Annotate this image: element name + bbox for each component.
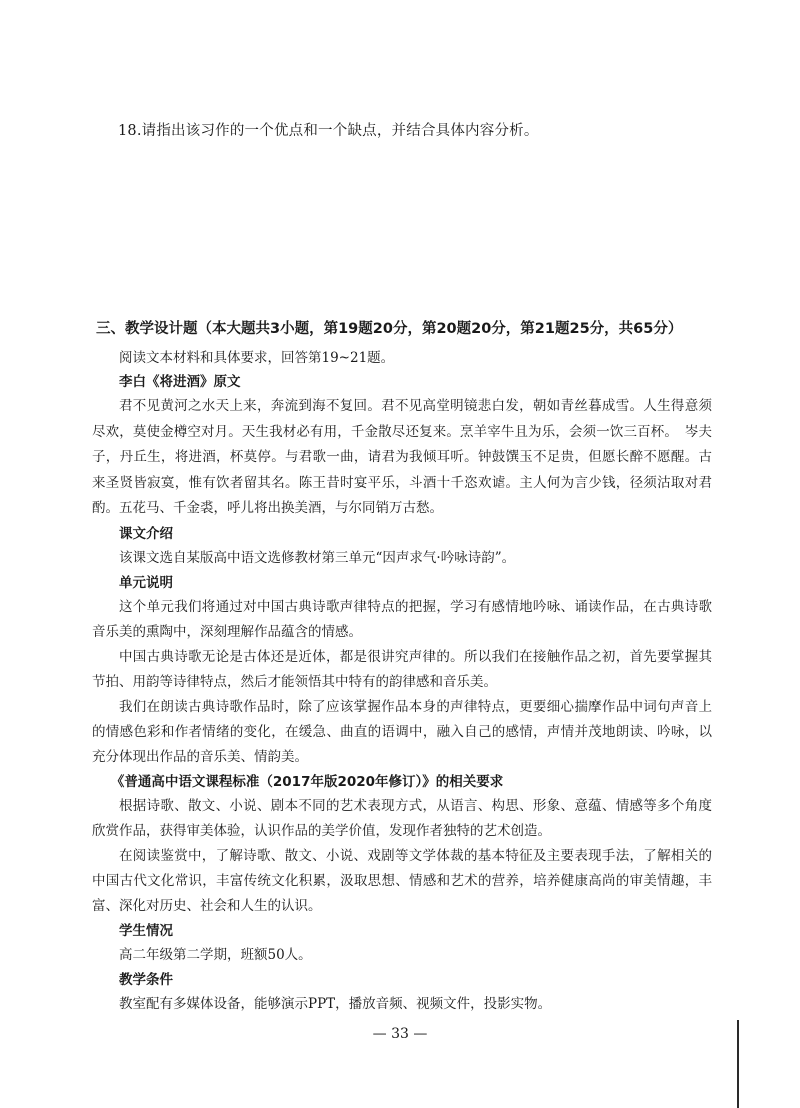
student-info-heading: 学生情况 — [119, 922, 173, 939]
unit-description-paragraph: 这个单元我们将通过对中国古典诗歌声律特点的把握，学习有感情地吟咏、诵读作品，在古典诗歌音乐美的熏陶中，深刻理解作品蕴含的情感。 — [92, 598, 712, 640]
question-18: 18.请指出该习作的一个优点和一个缺点，并结合具体内容分析。 — [118, 123, 539, 139]
curriculum-standards-paragraph: 根据诗歌、散文、小说、剧本不同的艺术表现方式，从语言、构思、形象、意蕴、情感等多个角度欣赏作品，获得审美体验，认识作品的美学价值，发现作者独特的艺术创造。 — [92, 797, 712, 839]
unit-description-paragraph: 中国古典诗歌无论是古体还是近体，都是很讲究声律的。所以我们在接触作品之初，首先要掌握其节拍、用韵等诗律特点，然后才能领悟其中特有的韵律感和音乐美。 — [92, 648, 712, 690]
poem-text: 君不见黄河之水天上来，奔流到海不复回。君不见高堂明镜悲白发，朝如青丝暮成雪。人生得意须尽欢，莫使金樽空对月。天生我材必有用，千金散尽还复来。烹羊宰牛且为乐，会须一饮三百杯。 岑夫子，丹丘生，将进酒，杯莫停。与君歌一曲，请君为我倾耳听。钟鼓馔玉不足贵，但愿长醉不愿醒。古来圣贤皆寂寞，惟有饮者留其名。陈王昔时宴平乐，斗酒十千恣欢谑。主人何为言少钱，径须沽取对君酌。五花马、千金裘，呼儿将出换美酒，与尔同销万古愁。 — [92, 398, 712, 516]
curriculum-standards-heading: 《普通高中语文课程标准（2017年版2020年修订）》的相关要求 — [110, 773, 504, 790]
section-three-heading: 三、教学设计题（本大题共3小题，第19题20分，第20题20分，第21题25分，共65分） — [96, 321, 683, 337]
text-intro-body: 该课文选自某版高中语文选修教材第三单元“因声求气·吟咏诗韵”。 — [119, 549, 516, 566]
student-info-body: 高二年级第二学期，班额50人。 — [119, 946, 312, 963]
teaching-conditions-body: 教室配有多媒体设备，能够演示PPT，播放音频、视频文件，投影实物。 — [119, 995, 552, 1012]
section-three-intro: 阅读文本材料和具体要求，回答第19~21题。 — [119, 350, 395, 366]
text-intro-heading: 课文介绍 — [119, 525, 173, 542]
teaching-conditions-heading: 教学条件 — [119, 971, 173, 988]
section-three-content — [92, 346, 712, 1017]
scan-edge-line — [737, 1020, 739, 1108]
unit-description-heading: 单元说明 — [119, 574, 173, 591]
poem-heading: 李白《将进酒》原文 — [119, 374, 241, 390]
page-number: — 33 — — [372, 1026, 428, 1042]
unit-description-paragraph: 我们在朗读古典诗歌作品时，除了应该掌握作品本身的声律特点，更要细心揣摩作品中词句声音上的情感色彩和作者情绪的变化，在缓急、曲直的语调中，融入自己的感情，声情并茂地朗读、吟咏，以充分体现出作品的音乐美、情韵美。 — [92, 698, 712, 765]
curriculum-standards-paragraph: 在阅读鉴赏中，了解诗歌、散文、小说、戏剧等文学体裁的基本特征及主要表现手法，了解相关的中国古代文化常识，丰富传统文化积累，汲取思想、情感和艺术的营养，培养健康高尚的审美情趣，丰富、深化对历史、社会和人生的认识。 — [92, 847, 712, 914]
